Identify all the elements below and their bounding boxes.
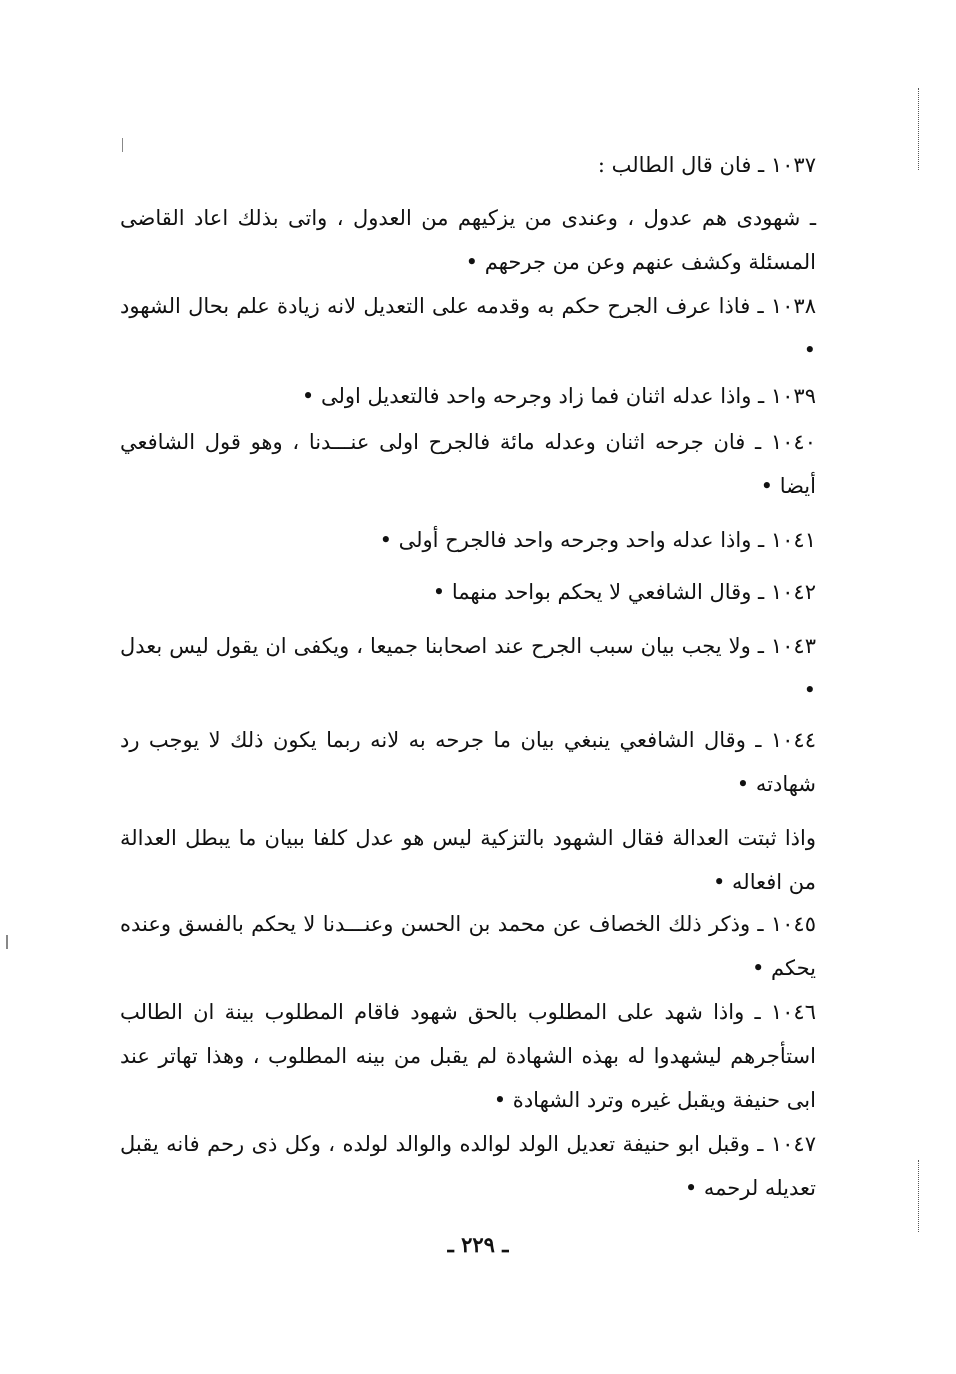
paragraph-1041: ١٠٤١ ـ واذا عدله واحد وجرحه واحد فالجرح أولى • — [379, 528, 816, 552]
paragraph-1046: ١٠٤٦ ـ واذا شهد على المطلوب بالحق شهود فاقام المطلوب بينة ان الطالب استأجرهم ليشهدوا له بهذه الشهادة لم يقبل من بينه المطلوب ، وهذا تهاتر عند ابى حنيفة ويقبل غيره وترد الشهادة • — [120, 1000, 816, 1112]
paragraph-1044-continued: واذا ثبتت العدالة فقال الشهود بالتزكية ليس هو عدل كلفا ببيان ما يبطل العدالة من افعاله • — [120, 826, 816, 894]
scan-mark-left — [6, 935, 8, 949]
margin-dots-top — [918, 88, 921, 170]
paragraph-1047: ١٠٤٧ ـ وقبل ابو حنيفة تعديل الولد لوالده والوالد لولده ، وكل ذى رحم فانه يقبل تعديله لرحمه • — [120, 1132, 816, 1200]
paragraph-1037: ١٠٣٧ ـ فان قال الطالب : — [597, 153, 816, 177]
margin-dots-bottom — [918, 1160, 921, 1232]
paragraph-1037-continued: ـ شهودى هم عدول ، وعندى من يزكيهم من العدول ، واتى بذلك اعاد القاضى المسئلة وكشف عنهم وعن من جرحهم • — [120, 206, 816, 274]
paragraph-1038: ١٠٣٨ ـ فاذا عرف الجرح حكم به وقدمه على التعديل لانه زيادة علم بحال الشهود • — [120, 294, 816, 362]
page-number: ـ ٢٢٩ ـ — [447, 1232, 509, 1257]
paragraph-1039: ١٠٣٩ ـ واذا عدله اثنان فما زاد وجرحه واحد فالتعديل اولى • — [301, 384, 816, 408]
paragraph-1040: ١٠٤٠ ـ فان جرحه اثنان وعدله مائة فالجرح اولى عنـــدنا ، وهو قول الشافعي أيضا • — [120, 430, 816, 498]
paragraph-1045: ١٠٤٥ ـ وذكر ذلك الخصاف عن محمد بن الحسن وعنـــدنا لا يحكم بالفسق وعنده يحكم • — [120, 912, 816, 980]
paragraph-1043: ١٠٤٣ ـ ولا يجب بيان سبب الجرح عند اصحابنا جميعا ، ويكفى ان يقول ليس بعدل • — [120, 634, 816, 702]
paragraph-1042: ١٠٤٢ ـ وقال الشافعي لا يحكم بواحد منهما • — [432, 580, 816, 604]
paragraph-1044: ١٠٤٤ ـ وقال الشافعي ينبغي بيان ما جرحه به لانه ربما يكون ذلك لا يوجب رد شهادته • — [120, 728, 816, 796]
